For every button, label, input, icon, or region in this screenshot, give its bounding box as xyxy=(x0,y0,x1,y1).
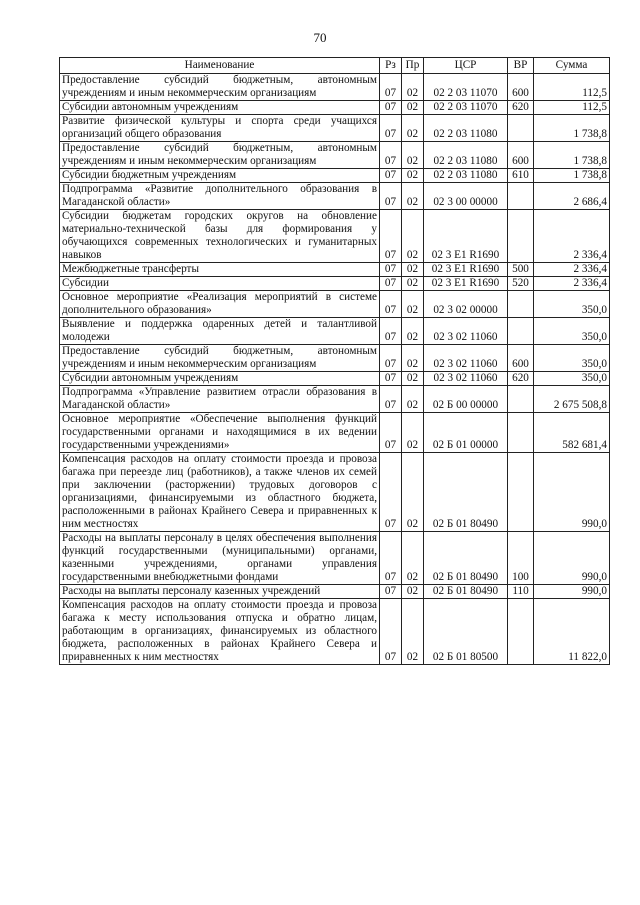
cell-csr: 02 Б 01 80490 xyxy=(424,585,508,599)
cell-pr: 02 xyxy=(402,291,424,318)
table-row xyxy=(60,372,610,386)
table-row xyxy=(60,291,610,318)
cell-sum: 2 686,4 xyxy=(534,183,610,210)
cell-rz: 07 xyxy=(380,115,402,142)
cell-rz: 07 xyxy=(380,413,402,453)
cell-rz: 07 xyxy=(380,142,402,169)
cell-csr: 02 3 02 00000 xyxy=(424,291,508,318)
cell-name: Основное мероприятие «Обеспечение выполнения функций государственными органами и находящимися в их ведении государственными учреждениями» xyxy=(60,413,380,453)
cell-rz: 07 xyxy=(380,263,402,277)
cell-vr: 600 xyxy=(508,345,534,372)
cell-vr xyxy=(508,386,534,413)
cell-sum: 1 738,8 xyxy=(534,115,610,142)
cell-name: Субсидии бюджетным учреждениям xyxy=(60,169,380,183)
cell-csr: 02 Б 00 00000 xyxy=(424,386,508,413)
cell-vr xyxy=(508,183,534,210)
cell-sum: 350,0 xyxy=(534,345,610,372)
cell-name: Предоставление субсидий бюджетным, автономным учреждениям и иным некоммерческим организациям xyxy=(60,345,380,372)
cell-pr: 02 xyxy=(402,372,424,386)
cell-pr: 02 xyxy=(402,74,424,101)
header-name: Наименование xyxy=(60,58,380,74)
table-row xyxy=(60,169,610,183)
cell-name: Основное мероприятие «Реализация мероприятий в системе дополнительного образования» xyxy=(60,291,380,318)
cell-vr: 500 xyxy=(508,263,534,277)
cell-vr xyxy=(508,599,534,665)
cell-name: Предоставление субсидий бюджетным, автономным учреждениям и иным некоммерческим организациям xyxy=(60,142,380,169)
table-row xyxy=(60,263,610,277)
table-row xyxy=(60,115,610,142)
cell-csr: 02 3 02 11060 xyxy=(424,372,508,386)
budget-table xyxy=(59,57,610,665)
page-number: 70 xyxy=(313,30,327,45)
table-row xyxy=(60,585,610,599)
cell-rz: 07 xyxy=(380,210,402,263)
cell-rz: 07 xyxy=(380,585,402,599)
cell-name: Субсидии автономным учреждениям xyxy=(60,372,380,386)
cell-sum: 350,0 xyxy=(534,291,610,318)
cell-rz: 07 xyxy=(380,532,402,585)
cell-pr: 02 xyxy=(402,263,424,277)
cell-pr: 02 xyxy=(402,101,424,115)
cell-rz: 07 xyxy=(380,169,402,183)
table-header-row xyxy=(60,58,610,74)
cell-csr: 02 3 02 11060 xyxy=(424,318,508,345)
cell-rz: 07 xyxy=(380,183,402,210)
cell-pr: 02 xyxy=(402,599,424,665)
cell-pr: 02 xyxy=(402,386,424,413)
cell-pr: 02 xyxy=(402,345,424,372)
cell-sum: 2 336,4 xyxy=(534,277,610,291)
cell-csr: 02 3 00 00000 xyxy=(424,183,508,210)
cell-pr: 02 xyxy=(402,169,424,183)
cell-pr: 02 xyxy=(402,453,424,532)
cell-sum: 2 675 508,8 xyxy=(534,386,610,413)
cell-csr: 02 Б 01 80490 xyxy=(424,453,508,532)
cell-csr: 02 3 02 11060 xyxy=(424,345,508,372)
cell-sum: 990,0 xyxy=(534,453,610,532)
cell-vr: 620 xyxy=(508,101,534,115)
cell-pr: 02 xyxy=(402,318,424,345)
cell-name: Развитие физической культуры и спорта среди учащихся организаций общего образования xyxy=(60,115,380,142)
cell-pr: 02 xyxy=(402,210,424,263)
cell-csr: 02 2 03 11070 xyxy=(424,101,508,115)
cell-pr: 02 xyxy=(402,277,424,291)
cell-csr: 02 3 E1 R1690 xyxy=(424,210,508,263)
cell-pr: 02 xyxy=(402,183,424,210)
cell-pr: 02 xyxy=(402,142,424,169)
cell-name: Межбюджетные трансферты xyxy=(60,263,380,277)
cell-sum: 1 738,8 xyxy=(534,169,610,183)
cell-csr: 02 Б 01 80500 xyxy=(424,599,508,665)
cell-name: Предоставление субсидий бюджетным, автономным учреждениям и иным некоммерческим организациям xyxy=(60,74,380,101)
header-pr: Пр xyxy=(402,58,424,74)
cell-name: Выявление и поддержка одаренных детей и талантливой молодежи xyxy=(60,318,380,345)
cell-vr xyxy=(508,115,534,142)
cell-vr: 620 xyxy=(508,372,534,386)
cell-vr xyxy=(508,413,534,453)
cell-sum: 112,5 xyxy=(534,101,610,115)
table-row xyxy=(60,210,610,263)
cell-name: Субсидии xyxy=(60,277,380,291)
cell-name: Субсидии бюджетам городских округов на обновление материально-технической базы для формирования у обучающихся современных технологических и гуманитарных навыков xyxy=(60,210,380,263)
cell-pr: 02 xyxy=(402,413,424,453)
cell-sum: 2 336,4 xyxy=(534,210,610,263)
table-row xyxy=(60,386,610,413)
table-row xyxy=(60,277,610,291)
cell-csr: 02 3 E1 R1690 xyxy=(424,277,508,291)
cell-pr: 02 xyxy=(402,532,424,585)
cell-name: Субсидии автономным учреждениям xyxy=(60,101,380,115)
cell-name: Подпрограмма «Развитие дополнительного образования в Магаданской области» xyxy=(60,183,380,210)
cell-vr xyxy=(508,291,534,318)
cell-vr: 100 xyxy=(508,532,534,585)
header-sum: Сумма xyxy=(534,58,610,74)
cell-csr: 02 2 03 11070 xyxy=(424,74,508,101)
cell-sum: 350,0 xyxy=(534,372,610,386)
cell-csr: 02 Б 01 80490 xyxy=(424,532,508,585)
table-row xyxy=(60,183,610,210)
cell-sum: 1 738,8 xyxy=(534,142,610,169)
cell-rz: 07 xyxy=(380,291,402,318)
header-csr: ЦСР xyxy=(424,58,508,74)
table-row xyxy=(60,532,610,585)
cell-rz: 07 xyxy=(380,453,402,532)
cell-vr: 610 xyxy=(508,169,534,183)
cell-sum: 990,0 xyxy=(534,532,610,585)
cell-name: Подпрограмма «Управление развитием отрасли образования в Магаданской области» xyxy=(60,386,380,413)
table-row xyxy=(60,453,610,532)
cell-rz: 07 xyxy=(380,101,402,115)
cell-sum: 350,0 xyxy=(534,318,610,345)
cell-sum: 990,0 xyxy=(534,585,610,599)
cell-rz: 07 xyxy=(380,318,402,345)
cell-vr xyxy=(508,453,534,532)
table-row xyxy=(60,74,610,101)
table-row xyxy=(60,318,610,345)
cell-csr: 02 2 03 11080 xyxy=(424,115,508,142)
cell-sum: 112,5 xyxy=(534,74,610,101)
cell-name: Расходы на выплаты персоналу казенных учреждений xyxy=(60,585,380,599)
cell-vr xyxy=(508,318,534,345)
cell-csr: 02 Б 01 00000 xyxy=(424,413,508,453)
header-vr: ВР xyxy=(508,58,534,74)
cell-pr: 02 xyxy=(402,115,424,142)
cell-rz: 07 xyxy=(380,386,402,413)
cell-vr: 520 xyxy=(508,277,534,291)
cell-csr: 02 2 03 11080 xyxy=(424,142,508,169)
cell-vr xyxy=(508,210,534,263)
cell-sum: 11 822,0 xyxy=(534,599,610,665)
table-row xyxy=(60,345,610,372)
cell-rz: 07 xyxy=(380,372,402,386)
cell-name: Компенсация расходов на оплату стоимости проезда и провоза багажа к месту использования отпуска и обратно лицам, работающим в организациях, финансируемых из областного бюджета, расположенных в районах Крайнего Севера и приравненных к ним местностях xyxy=(60,599,380,665)
cell-rz: 07 xyxy=(380,277,402,291)
cell-name: Расходы на выплаты персоналу в целях обеспечения выполнения функций государственными (муниципальными) органами, казенными учреждениями, органами управления государственными внебюджетными фондами xyxy=(60,532,380,585)
table-row xyxy=(60,142,610,169)
cell-pr: 02 xyxy=(402,585,424,599)
cell-csr: 02 2 03 11080 xyxy=(424,169,508,183)
cell-csr: 02 3 E1 R1690 xyxy=(424,263,508,277)
table-row xyxy=(60,101,610,115)
cell-vr: 600 xyxy=(508,142,534,169)
cell-rz: 07 xyxy=(380,345,402,372)
header-rz: Рз xyxy=(380,58,402,74)
cell-sum: 2 336,4 xyxy=(534,263,610,277)
cell-sum: 582 681,4 xyxy=(534,413,610,453)
cell-rz: 07 xyxy=(380,74,402,101)
cell-vr: 600 xyxy=(508,74,534,101)
cell-vr: 110 xyxy=(508,585,534,599)
table-row xyxy=(60,599,610,665)
cell-rz: 07 xyxy=(380,599,402,665)
table-row xyxy=(60,413,610,453)
cell-name: Компенсация расходов на оплату стоимости проезда и провоза багажа при переезде лиц (работников), а также членов их семей при заключении (расторжении) трудовых договоров с организациями, финансируемыми из областного бюджета, расположенными в районах Крайнего Севера и приравненных к ним местностях xyxy=(60,453,380,532)
